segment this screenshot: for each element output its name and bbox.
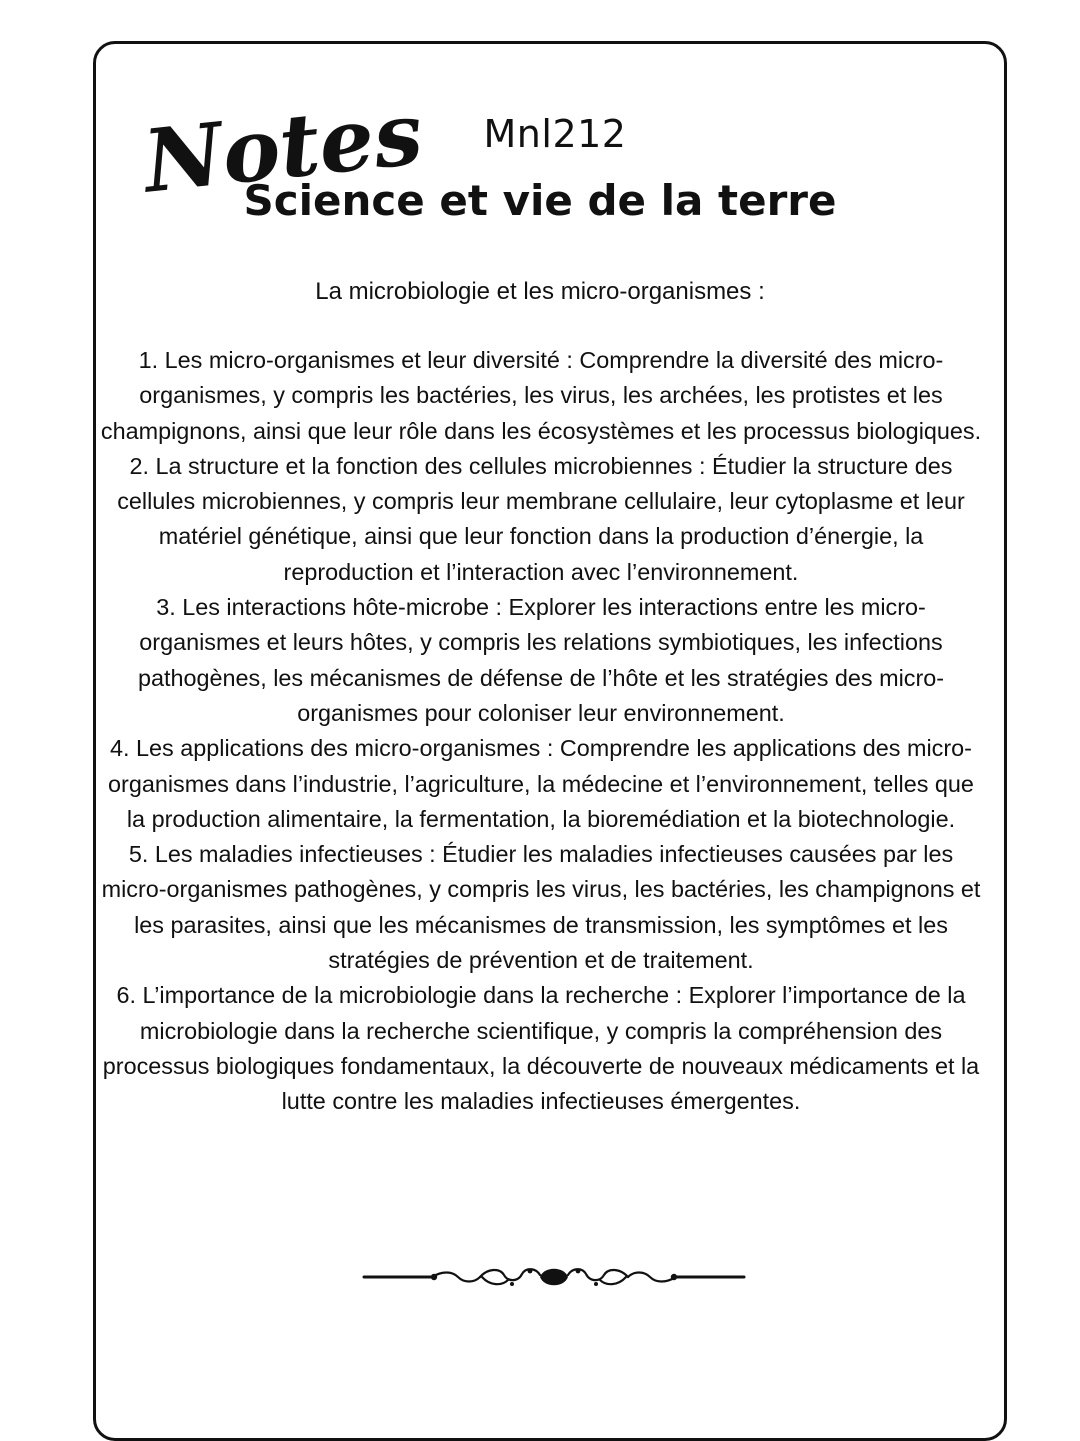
list-item: 6. L’importance de la microbiologie dans la recherche : Explorer l’importance de la microbiologie dans la recherche scientifique, y compris la compréhension des processus biologiques fondamentaux, la découverte de nouveaux médicaments et la lutte contre les maladies infectieuses émergentes. bbox=[102, 982, 980, 1115]
list-item: 5. Les maladies infectieuses : Étudier les maladies infectieuses causées par les micro-organismes pathogènes, y compris les virus, les bactéries, les champignons et les parasites, ainsi que les mécanismes de transmission, les symptômes et les stratégies de prévention et de traitement. bbox=[101, 841, 981, 974]
notes-logo-text: Notes bbox=[139, 83, 428, 213]
list-item: 1. Les micro-organismes et leur diversité : Comprendre la diversité des micro-organismes, y compris les bactéries, les virus, les archées, les protistes et les champignons, ainsi que leur rôle dans les écosystèmes et les processus biologiques. bbox=[100, 347, 982, 444]
list-item: 3. Les interactions hôte-microbe : Explorer les interactions entre les micro-organismes et leurs hôtes, y compris les relations symbiotiques, les infections pathogènes, les mécanismes de défense de l’hôte et les stratégies des micro-organismes pour coloniser leur environnement. bbox=[137, 594, 945, 726]
author-name: Mnl212 bbox=[483, 112, 627, 156]
list-item: 4. Les applications des micro-organismes : Comprendre les applications des micro-organismes dans l’industrie, l’agriculture, la médecine et l’environnement, telles que la production alimentaire, la fermentation, la bioremédiation et la biotechnologie. bbox=[108, 735, 974, 832]
section-subtitle: La microbiologie et les micro-organismes : bbox=[315, 278, 765, 305]
page-title: Science et vie de la terre bbox=[243, 176, 837, 225]
ornamental-divider-icon bbox=[362, 1262, 746, 1292]
topics-list bbox=[96, 343, 986, 1120]
list-item: 2. La structure et la fonction des cellules microbiennes : Étudier la structure des cellules microbiennes, y compris leur membrane cellulaire, leur cytoplasme et leur matériel génétique, ainsi que leur fonction dans la production d’énergie, la reproduction et l’interaction avec l’environnement. bbox=[117, 452, 965, 585]
